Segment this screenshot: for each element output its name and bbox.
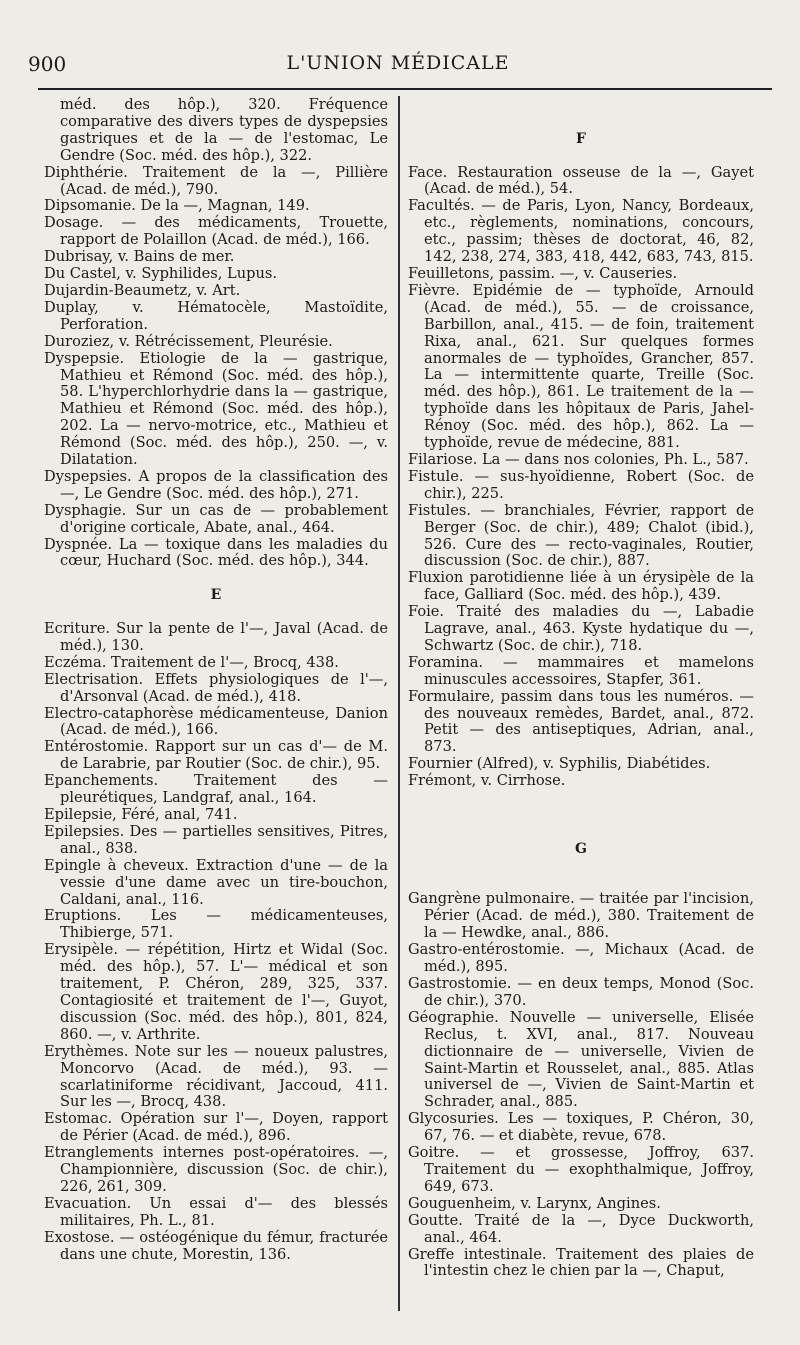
index-entry: Fournier (Alfred), v. Syphilis, Diabétides. — [408, 755, 711, 773]
index-entry: Exostose. — ostéogénique du fémur, fracturée dans une chute, Morestin, 136. — [44, 1228, 388, 1263]
section-letter-g: G — [575, 840, 587, 857]
index-entry: Erysipèle. — répétition, Hirtz et Widal (Soc. méd. des hôp.), 57. L'— médical et son traitement, P. Chéron, 289, 325, 337. Contagiosité et traitement de l'—, Guyot, discussion (Soc. méd. des hôp.), 801, 824, 860. —, v. Arthrite. — [44, 941, 388, 1043]
index-entry: Entérostomie. Rapport sur un cas d'— de M. de Larabrie, par Routier (Soc. de chir.), 95. — [44, 738, 388, 773]
index-entry: Electrisation. Effets physiologiques de l'—, d'Arsonval (Acad. de méd.), 418. — [44, 670, 388, 705]
index-entry: Dyspnée. La — toxique dans les maladies du cœur, Huchard (Soc. méd. des hôp.), 344. — [44, 535, 388, 570]
page-number: 900 — [28, 52, 67, 76]
index-entry: Epilepsie, Féré, anal, 741. — [44, 806, 238, 824]
section-letter-e: E — [210, 587, 222, 604]
index-entry: Gastrostomie. — en deux temps, Monod (Soc. de chir.), 370. — [408, 975, 754, 1009]
index-entry: Fistule. — sus-hyoïdienne, Robert (Soc. de chir.), 225. — [408, 467, 754, 502]
index-entry: Greffe intestinale. Traitement des plaies de l'intestin chez le chien par la —, Chaput, — [408, 1245, 754, 1280]
index-entry: Eruptions. Les — médicamenteuses, Thibierge, 571. — [44, 907, 388, 942]
index-entry: Géographie. Nouvelle — universelle, Elisée Reclus, t. XVI, anal., 817. Nouveau dictionnaire de — universelle, Vivien de Saint-Martin et Rousselet, anal., 885. Atlas universel de —, Vivien de Saint-Martin et Schrader, anal., 885. — [408, 1008, 754, 1111]
section-letter-f: F — [576, 130, 586, 147]
index-entry: Goutte. Traité de la —, Dyce Duckworth, anal., 464. — [408, 1211, 754, 1246]
index-entry: Epingle à cheveux. Extraction d'une — de la vessie d'une dame avec un tire-bouchon, Caldani, anal., 116. — [44, 856, 388, 908]
index-entry: Fièvre. Epidémie de — typhoïde, Arnould (Acad. de méd.), 55. — de croissance, Barbillon, anal., 415. — de foin, traitement Rixa, anal., 621. Sur quelques formes anormales de — typhoïdes, Grancher, 857. La — intermittente quarte, Treille (Soc. méd. des hôp.), 861. Le traitement de la — typhoïde dans les hôpitaux de Paris, Jahel-Rénoy (Soc. méd. des hôp.), 862. La — typhoïde, revue de médecine, 881. — [408, 281, 754, 452]
index-entry: Formulaire, passim dans tous les numéros. — des nouveaux remèdes, Bardet, anal., 872. Petit — des antiseptiques, Adrian, anal., 873. — [408, 687, 754, 756]
index-entry: Duplay, v. Hématocèle, Mastoïdite, Perforation. — [44, 298, 388, 333]
index-entry: Erythèmes. Note sur les — noueux palustres, Moncorvo (Acad. de méd.), 93. — scarlatiniforme récidivant, Jaccoud, 411. Sur les —, Brocq, 438. — [44, 1042, 388, 1111]
index-entry: Dubrisay, v. Bains de mer. — [44, 248, 235, 266]
index-entry: Etranglements internes post-opératoires. —, Championnière, discussion (Soc. de chir.), 226, 261, 309. — [44, 1144, 388, 1195]
index-entry: Dosage. — des médicaments, Trouette, rapport de Polaillon (Acad. de méd.), 166. — [44, 214, 388, 249]
index-entry: Ecriture. Sur la pente de l'—, Javal (Acad. de méd.), 130. — [44, 620, 388, 654]
index-entry: Gangrène pulmonaire. — traitée par l'incision, Périer (Acad. de méd.), 380. Traitement de la — Hewdke, anal., 886. — [408, 890, 754, 942]
index-entry: Fluxion parotidienne liée à un érysipèle de la face, Galliard (Soc. méd. des hôp.), 439. — [408, 569, 754, 604]
index-entry: Face. Restauration osseuse de la —, Gayet (Acad. de méd.), 54. — [408, 163, 754, 198]
index-entry: méd. des hôp.), 320. Fréquence comparative des divers types de dyspepsies gastriques et de la — de l'estomac, Le Gendre (Soc. méd. des hôp.), 322. — [60, 96, 388, 164]
index-entry: Dujardin-Beaumetz, v. Art. — [44, 281, 241, 299]
right-column — [408, 97, 754, 1280]
index-entry: Evacuation. Un essai d'— des blessés militaires, Ph. L., 81. — [44, 1194, 388, 1229]
index-entry: Eczéma. Traitement de l'—, Brocq, 438. — [44, 653, 339, 671]
page-header — [28, 52, 768, 82]
index-entry: Foie. Traité des maladies du —, Labadie Lagrave, anal., 463. Kyste hydatique du —, Schwartz (Soc. de chir.), 718. — [408, 603, 754, 654]
index-entry: Filariose. La — dans nos colonies, Ph. L., 587. — [408, 450, 749, 468]
index-entry: Diphthérie. Traitement de la —, Pillière (Acad. de méd.), 790. — [44, 163, 388, 198]
index-entry: Goitre. — et grossesse, Joffroy, 637. Traitement du — exophthalmique, Joffroy, 649, 673. — [408, 1144, 754, 1195]
index-entry: Duroziez, v. Rétrécissement, Pleurésie. — [44, 332, 333, 350]
index-entry: Gastro-entérostomie. —, Michaux (Acad. de méd.), 895. — [408, 941, 754, 976]
index-entry: Feuilletons, passim. —, v. Causeries. — [408, 265, 678, 283]
index-entry: Gouguenheim, v. Larynx, Angines. — [408, 1194, 661, 1212]
running-title: L'UNION MÉDICALE — [286, 52, 510, 74]
index-entry: Du Castel, v. Syphilides, Lupus. — [44, 265, 278, 283]
index-entry: Dyspepsie. Etiologie de la — gastrique, Mathieu et Rémond (Soc. méd. des hôp.), 58. L'hyperchlorhydrie dans la — gastrique, Mathieu et Rémond (Soc. méd. des hôp.), 202. La — nervo-motrice, etc., Mathieu et Rémond (Soc. méd. des hôp.), 250. —, v. Dilatation. — [44, 349, 388, 469]
index-entry: Dipsomanie. De la —, Magnan, 149. — [44, 197, 310, 215]
index-entry: Dysphagie. Sur un cas de — probablement d'origine corticale, Abate, anal., 464. — [44, 501, 388, 536]
index-entry: Epilepsies. Des — partielles sensitives, Pitres, anal., 838. — [44, 822, 388, 857]
index-entry: Foramina. — mammaires et mamelons minuscules accessoires, Stapfer, 361. — [408, 653, 754, 688]
column-divider — [398, 96, 400, 1311]
header-rule — [38, 88, 772, 90]
index-entry: Glycosuries. Les — toxiques, P. Chéron, 30, 67, 76. — et diabète, revue, 678. — [408, 1110, 754, 1145]
index-entry: Frémont, v. Cirrhose. — [408, 772, 566, 790]
left-column — [44, 97, 388, 1263]
index-entry: Facultés. — de Paris, Lyon, Nancy, Bordeaux, etc., règlements, nominations, concours, etc., passim; thèses de doctorat, 46, 82, 142, 238, 274, 383, 418, 442, 683, 743, 815. — [408, 197, 754, 266]
index-entry: Electro-cataphorèse médicamenteuse, Danion (Acad. de méd.), 166. — [44, 704, 388, 739]
index-entry: Epanchements. Traitement des — pleurétiques, Landgraf, anal., 164. — [44, 772, 388, 807]
index-entry: Dyspepsies. A propos de la classification des —, Le Gendre (Soc. méd. des hôp.), 271. — [44, 467, 388, 502]
index-entry: Estomac. Opération sur l'—, Doyen, rapport de Périer (Acad. de méd.), 896. — [44, 1110, 388, 1145]
index-entry: Fistules. — branchiales, Février, rapport de Berger (Soc. de chir.), 489; Chalot (ibid.), 526. Cure des — recto-vaginales, Routier, discussion (Soc. de chir.), 887. — [408, 501, 754, 570]
